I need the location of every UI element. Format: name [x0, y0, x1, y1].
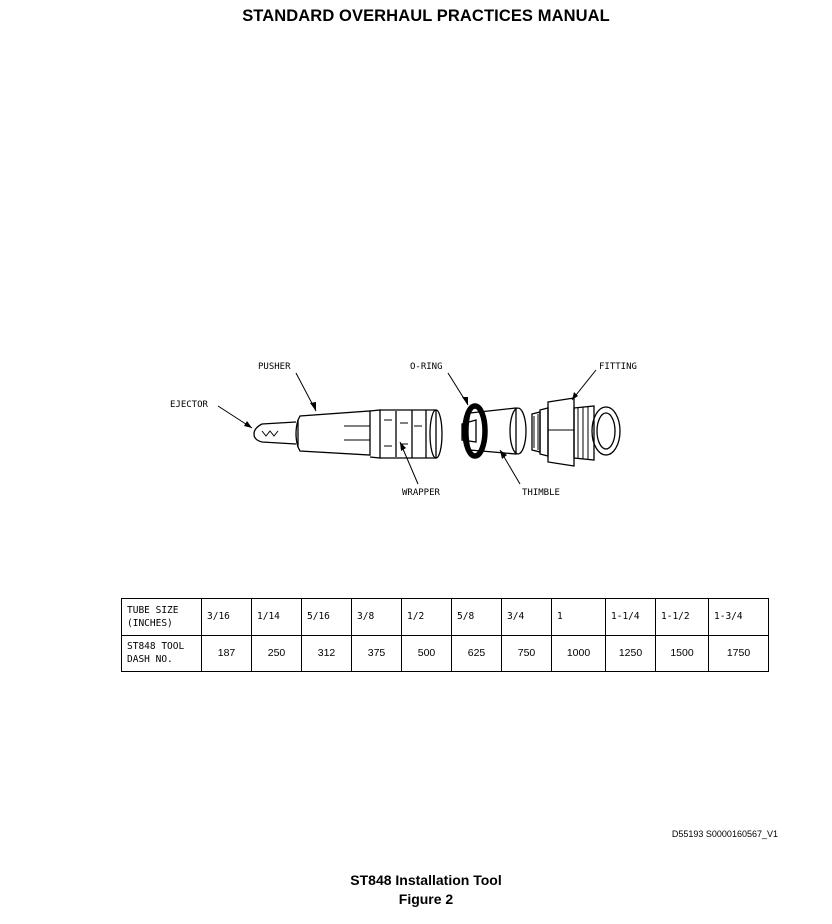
pusher-part [296, 411, 370, 455]
dash-number-cell: 500 [402, 635, 452, 672]
figure-number: Figure 2 [398, 891, 454, 907]
tube-size-cell: 1-3/4 [709, 599, 769, 636]
tube-size-cell: 3/16 [202, 599, 252, 636]
dash-number-cell: 1000 [552, 635, 606, 672]
fitting-part [532, 398, 620, 466]
wrapper-part [344, 410, 442, 458]
dash-number-cell: 1750 [709, 635, 769, 672]
dash-number-cell: 187 [202, 635, 252, 672]
tube-size-cell: 3/4 [502, 599, 552, 636]
tube-size-cell: 5/8 [452, 599, 502, 636]
fitting-label: FITTING [599, 362, 637, 372]
tube-size-cell: 1/2 [402, 599, 452, 636]
tube-size-header: TUBE SIZE (INCHES) [122, 599, 202, 636]
wrapper-label: WRAPPER [402, 488, 440, 498]
page-title: STANDARD OVERHAUL PRACTICES MANUAL [242, 7, 610, 25]
ejector-part [254, 422, 296, 444]
thimble-part [462, 408, 526, 454]
dash-number-cell: 1250 [606, 635, 656, 672]
tool-size-table [121, 598, 769, 672]
ejector-label: EJECTOR [170, 400, 208, 410]
dash-number-row [122, 635, 769, 672]
tube-size-cell: 1/14 [252, 599, 302, 636]
thimble-label: THIMBLE [522, 488, 560, 498]
dash-number-cell: 312 [302, 635, 352, 672]
pusher-label: PUSHER [258, 362, 291, 372]
dash-number-cell: 625 [452, 635, 502, 672]
dash-number-header: ST848 TOOL DASH NO. [122, 635, 202, 672]
tube-size-cell: 5/16 [302, 599, 352, 636]
tube-size-cell: 1 [552, 599, 606, 636]
tube-size-cell: 3/8 [352, 599, 402, 636]
dash-number-cell: 1500 [656, 635, 709, 672]
dash-number-cell: 375 [352, 635, 402, 672]
document-id: D55193 S0000160567_V1 [671, 829, 778, 839]
dash-number-cell: 250 [252, 635, 302, 672]
dash-number-cell: 750 [502, 635, 552, 672]
o-ring-label: O-RING [410, 362, 443, 372]
tube-size-cell: 1-1/4 [606, 599, 656, 636]
figure-caption: ST848 Installation Tool [350, 872, 502, 888]
tube-size-cell: 1-1/2 [656, 599, 709, 636]
tube-size-row [122, 599, 769, 636]
